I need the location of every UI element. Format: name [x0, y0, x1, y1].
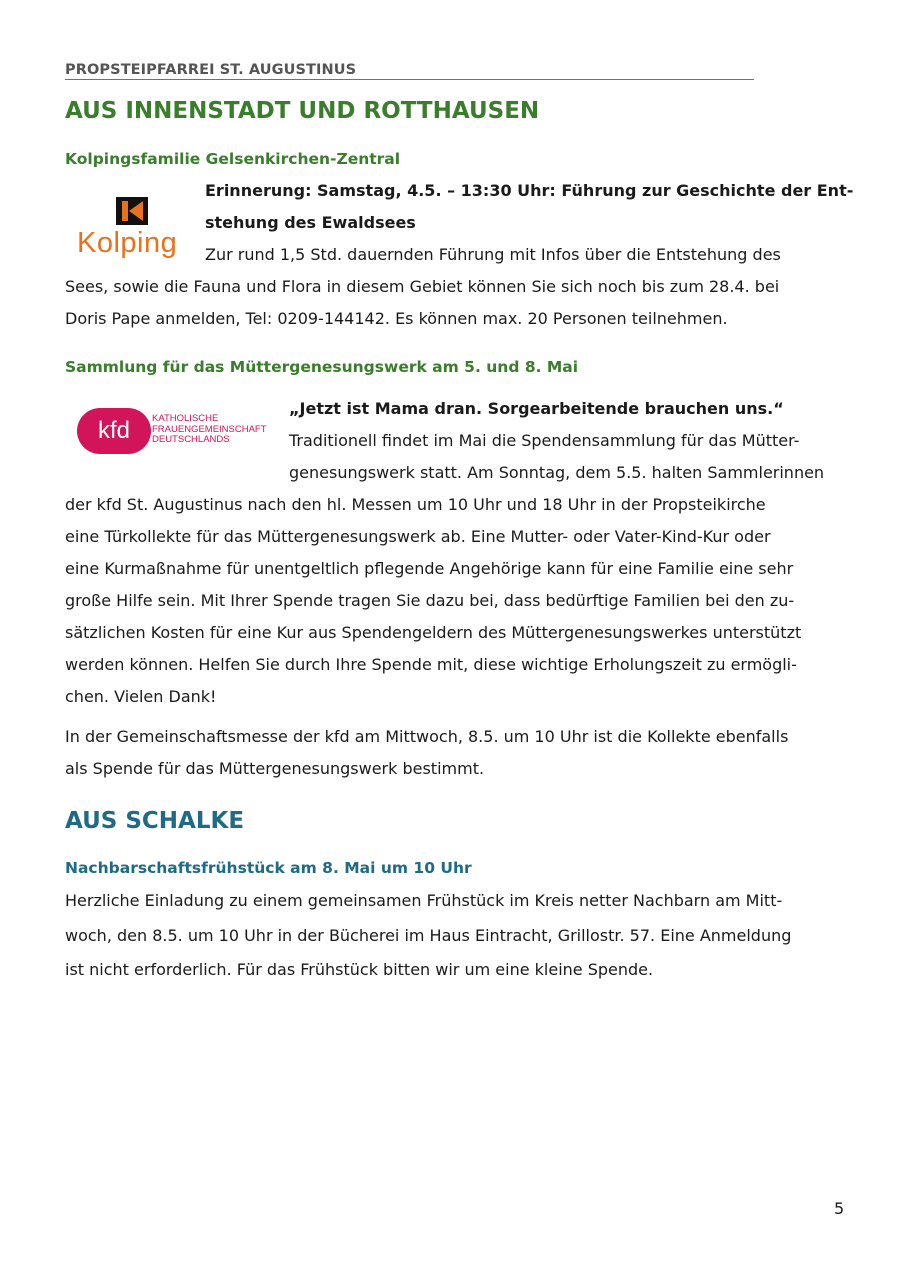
- kfd-body-5: eine Kurmaßnahme für unentgeltlich pflegende Angehörige kann für eine Familie eine sehr: [65, 559, 794, 578]
- kfd-body-3: der kfd St. Augustinus nach den hl. Messen um 10 Uhr und 18 Uhr in der Propsteikirche: [65, 495, 766, 514]
- kfd-logo-line: FRAUENGEMEINSCHAFT: [152, 423, 267, 435]
- section-title-innenstadt: AUS INNENSTADT UND ROTTHAUSEN: [65, 98, 540, 124]
- kfd-body-7: sätzlichen Kosten für eine Kur aus Spendengeldern des Müttergenesungswerkes unterstützt: [65, 623, 802, 642]
- kfd-followup-1: In der Gemeinschaftsmesse der kfd am Mittwoch, 8.5. um 10 Uhr ist die Kollekte ebenfalls: [65, 727, 789, 746]
- kfd-logo: [67, 400, 279, 462]
- kfd-badge-text: kfd: [97, 417, 130, 444]
- kolping-logo: [77, 195, 191, 261]
- kolping-logo-text: Kolping: [77, 227, 178, 259]
- kfd-logo-line: DEUTSCHLANDS: [152, 434, 230, 445]
- header-rule: [65, 79, 754, 80]
- breakfast-body-1: Herzliche Einladung zu einem gemeinsamen Frühstück im Kreis netter Nachbarn am Mitt-: [65, 891, 783, 910]
- kolping-headline-2: stehung des Ewaldsees: [205, 213, 416, 232]
- kolping-headline-1: Erinnerung: Samstag, 4.5. – 13:30 Uhr: Führung zur Geschichte der Ent-: [205, 181, 854, 200]
- kfd-body-1: Traditionell findet im Mai die Spendensammlung für das Mütter-: [289, 431, 800, 450]
- page-number: 5: [834, 1199, 845, 1218]
- parish-header: PROPSTEIPFARREI ST. AUGUSTINUS: [65, 62, 357, 78]
- kfd-body-6: große Hilfe sein. Mit Ihrer Spende tragen Sie dazu bei, dass bedürftige Familien bei den zu-: [65, 591, 795, 610]
- kolping-body-3: Doris Pape anmelden, Tel: 0209-144142. Es können max. 20 Personen teilnehmen.: [65, 309, 728, 328]
- kfd-badge: [77, 408, 151, 454]
- kfd-subtitle: Sammlung für das Müttergenesungswerk am 5. und 8. Mai: [65, 358, 579, 376]
- kfd-body-8: werden können. Helfen Sie durch Ihre Spende mit, diese wichtige Erholungszeit zu ermögli-: [65, 655, 797, 674]
- breakfast-body-3: ist nicht erforderlich. Für das Frühstück bitten wir um eine kleine Spende.: [65, 960, 654, 979]
- kolping-body-1: Zur rund 1,5 Std. dauernden Führung mit Infos über die Entstehung des: [205, 245, 781, 264]
- kfd-logo-line: KATHOLISCHE: [152, 413, 219, 424]
- kfd-headline: „Jetzt ist Mama dran. Sorgearbeitende brauchen uns.“: [289, 399, 784, 418]
- kolping-subtitle: Kolpingsfamilie Gelsenkirchen-Zentral: [65, 150, 401, 168]
- kfd-followup-2: als Spende für das Müttergenesungswerk bestimmt.: [65, 759, 485, 778]
- breakfast-body-2: woch, den 8.5. um 10 Uhr in der Bücherei im Haus Eintracht, Grillostr. 57. Eine Anmeldung: [65, 926, 792, 945]
- kfd-body-2: genesungswerk statt. Am Sonntag, dem 5.5. halten Sammlerinnen: [289, 463, 825, 482]
- kolping-body-2: Sees, sowie die Fauna und Flora in diesem Gebiet können Sie sich noch bis zum 28.4. bei: [65, 277, 780, 296]
- kfd-logo-text: [152, 414, 267, 446]
- breakfast-subtitle: Nachbarschaftsfrühstück am 8. Mai um 10 Uhr: [65, 859, 472, 877]
- kfd-body-9: chen. Vielen Dank!: [65, 687, 217, 706]
- kfd-body-4: eine Türkollekte für das Müttergenesungswerk ab. Eine Mutter- oder Vater-Kind-Kur oder: [65, 527, 771, 546]
- section-title-schalke: AUS SCHALKE: [65, 808, 245, 834]
